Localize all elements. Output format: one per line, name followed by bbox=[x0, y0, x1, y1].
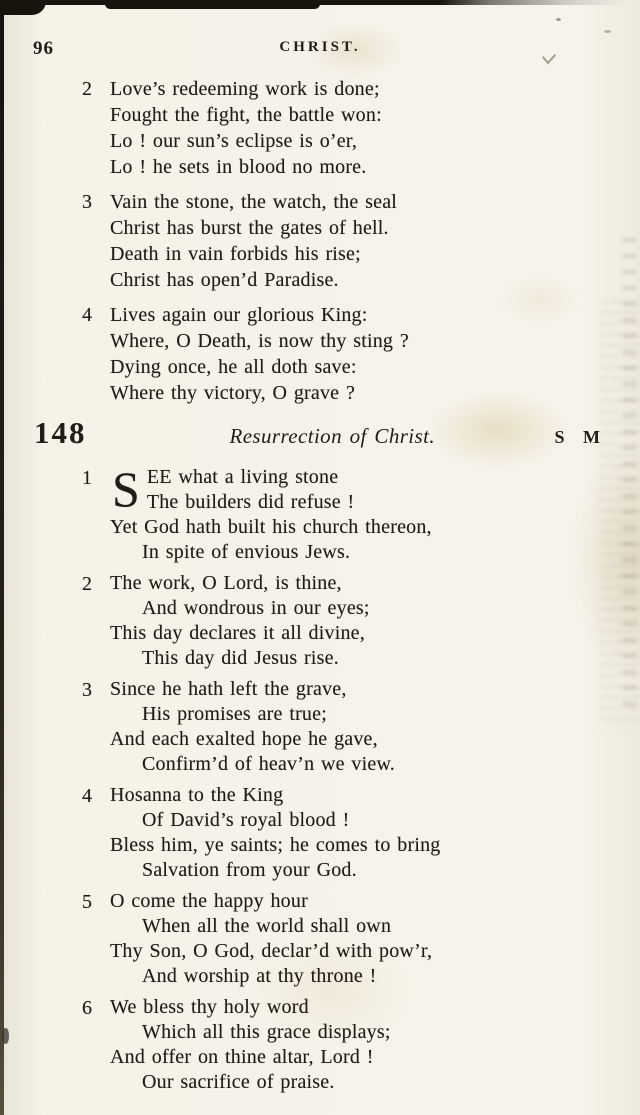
hymn-meter: S M bbox=[554, 427, 607, 447]
verse-lines bbox=[110, 461, 602, 565]
verse-number: 3 bbox=[82, 679, 92, 701]
verse-line: Confirm’d of heav’n we view. bbox=[142, 753, 396, 775]
verse-line: Vain the stone, the watch, the seal bbox=[110, 191, 398, 213]
scan-speck-top-right bbox=[556, 18, 561, 21]
verse-number: 3 bbox=[82, 191, 92, 213]
hymn-148 bbox=[34, 415, 607, 1095]
hymn-heading bbox=[34, 415, 607, 453]
verse-line: EE what a living stone bbox=[146, 466, 339, 488]
verse-number: 6 bbox=[82, 997, 92, 1019]
verse-line: The work, O Lord, is thine, bbox=[110, 572, 342, 594]
verse-line: His promises are true; bbox=[142, 703, 327, 725]
verse-number: 4 bbox=[82, 304, 92, 326]
verse bbox=[80, 995, 602, 1095]
verse-line: Where, O Death, is now thy sting ? bbox=[110, 330, 409, 352]
verse-line: Which all this grace displays; bbox=[142, 1021, 391, 1043]
verse-line: Yet God hath built his church thereon, bbox=[110, 516, 432, 538]
hymn-text-area bbox=[34, 76, 607, 1101]
verse-line: And each exalted hope he gave, bbox=[110, 728, 378, 750]
verse-line: When all the world shall own bbox=[142, 915, 392, 937]
verse-line: We bless thy holy word bbox=[110, 996, 309, 1018]
verse-lines bbox=[110, 995, 602, 1095]
verse-line: Hosanna to the King bbox=[110, 784, 284, 806]
verse-number: 5 bbox=[82, 891, 92, 913]
verse-number: 2 bbox=[82, 573, 92, 595]
verse-number: 4 bbox=[82, 785, 92, 807]
verse-line: Dying once, he all doth save: bbox=[110, 356, 357, 378]
verse-line: Love’s redeeming work is done; bbox=[110, 78, 380, 100]
verse bbox=[80, 677, 602, 777]
bleed-through-artifact bbox=[598, 300, 640, 730]
hymn-continuation bbox=[80, 76, 602, 406]
verse-number: 1 bbox=[82, 467, 92, 489]
verse bbox=[80, 76, 602, 180]
verse-line: Christ has burst the gates of hell. bbox=[110, 217, 389, 239]
verse-lines bbox=[110, 76, 602, 180]
verse-line: Lo ! our sun’s eclipse is o’er, bbox=[110, 130, 358, 152]
verse bbox=[80, 461, 602, 565]
verse-lines bbox=[110, 571, 602, 671]
scan-edge-left bbox=[0, 0, 4, 1115]
verse-line: Lives again our glorious King: bbox=[110, 304, 368, 326]
hymn-title: Resurrection of Christ. bbox=[229, 424, 435, 448]
verse-line: Bless him, ye saints; he comes to bring bbox=[110, 834, 441, 856]
verse bbox=[80, 189, 602, 293]
verse-line: Of David’s royal blood ! bbox=[142, 809, 350, 831]
verse-line: And worship at thy throne ! bbox=[142, 965, 377, 987]
verse-number: 2 bbox=[82, 78, 92, 100]
verse-line: Lo ! he sets in blood no more. bbox=[110, 156, 367, 178]
verse-line: This day declares it all divine, bbox=[110, 622, 365, 644]
drop-cap-letter: S bbox=[112, 461, 140, 517]
verse-line: Our sacrifice of praise. bbox=[142, 1071, 335, 1093]
verse-line: Thy Son, O God, declar’d with pow’r, bbox=[110, 940, 433, 962]
page-number: 96 bbox=[33, 38, 54, 59]
verse bbox=[80, 889, 602, 989]
verse-line: And wondrous in our eyes; bbox=[142, 597, 370, 619]
hymn-number: 148 bbox=[34, 415, 87, 450]
page-header bbox=[0, 36, 640, 62]
scan-corner-top-left bbox=[0, 0, 46, 15]
verse-line: Fought the fight, the battle won: bbox=[110, 104, 382, 126]
verse-line: Where thy victory, O grave ? bbox=[110, 382, 356, 404]
verse bbox=[80, 783, 602, 883]
verse-line: This day did Jesus rise. bbox=[142, 647, 339, 669]
verse-line: O come the happy hour bbox=[110, 890, 308, 912]
verse bbox=[80, 302, 602, 406]
verse-line: Salvation from your God. bbox=[142, 859, 357, 881]
verse-line: In spite of envious Jews. bbox=[142, 541, 351, 563]
verse-line: The builders did refuse ! bbox=[146, 491, 355, 513]
verse-line: And offer on thine altar, Lord ! bbox=[110, 1046, 374, 1068]
verse-lines bbox=[110, 889, 602, 989]
running-head: CHRIST. bbox=[279, 39, 361, 55]
verse-line: Since he hath left the grave, bbox=[110, 678, 347, 700]
verse-lines bbox=[110, 677, 602, 777]
scan-speck-top-right bbox=[604, 30, 611, 33]
verse-lines bbox=[110, 783, 602, 883]
verse-lines bbox=[110, 302, 602, 406]
verse-lines bbox=[110, 189, 602, 293]
scan-edge-top bbox=[0, 0, 640, 5]
verse-line: Christ has open’d Paradise. bbox=[110, 269, 339, 291]
verse-line: Death in vain forbids his rise; bbox=[110, 243, 361, 265]
verse bbox=[80, 571, 602, 671]
scan-speck-bottom-left bbox=[2, 1028, 9, 1044]
